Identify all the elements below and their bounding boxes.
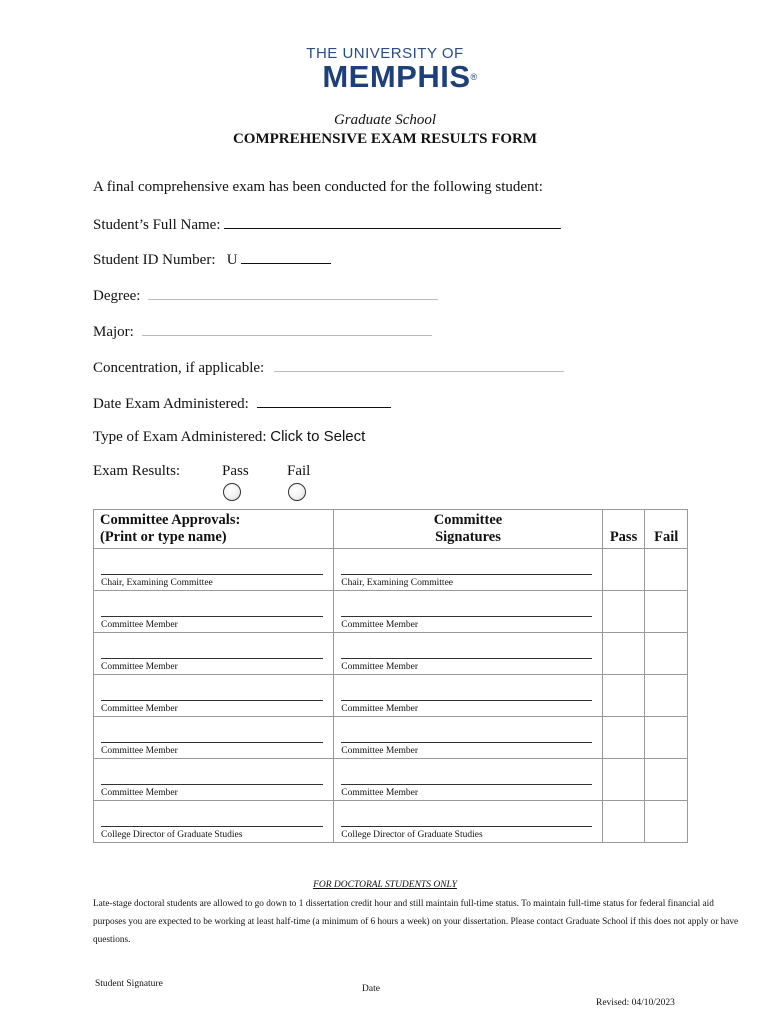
degree-field[interactable]: [148, 285, 438, 300]
signature-cell[interactable]: [334, 801, 602, 843]
name-cell[interactable]: [94, 759, 334, 801]
revised-date: Revised: 04/10/2023: [596, 998, 675, 1008]
fail-radio[interactable]: [288, 483, 306, 501]
fail-cell[interactable]: [645, 633, 688, 675]
signature-cell-label: Committee Member: [341, 788, 419, 798]
name-cell-label: Committee Member: [101, 746, 178, 756]
pass-cell[interactable]: [602, 633, 645, 675]
fail-label: Fail: [287, 463, 311, 479]
logo-wordmark: MEMPHIS: [322, 59, 471, 94]
name-cell[interactable]: [94, 801, 334, 843]
date-label: Date: [362, 984, 380, 994]
student-id-row: [93, 249, 331, 269]
signatures-header-line2: Signatures: [435, 529, 501, 545]
approvals-header: [94, 510, 334, 549]
committee-table: [93, 509, 688, 843]
concentration-field[interactable]: [274, 357, 564, 372]
student-id-field[interactable]: [241, 249, 331, 264]
table-row: [94, 675, 688, 717]
approvals-header-line2: (Print or type name): [100, 529, 227, 545]
name-cell-label: Committee Member: [101, 788, 178, 798]
table-row: [94, 549, 688, 591]
signature-cell-label: Committee Member: [341, 620, 419, 630]
pass-label: Pass: [222, 463, 249, 479]
name-cell-label: Committee Member: [101, 620, 178, 630]
full-name-row: [93, 214, 561, 234]
logo-top-text: THE UNIVERSITY OF: [306, 45, 464, 62]
major-field[interactable]: [142, 321, 432, 336]
name-cell[interactable]: [94, 675, 334, 717]
table-row: [94, 591, 688, 633]
pass-cell[interactable]: [602, 675, 645, 717]
student-signature-label: Student Signature: [95, 979, 163, 989]
concentration-label: Concentration, if applicable:: [93, 360, 265, 376]
table-row: [94, 717, 688, 759]
intro-text: A final comprehensive exam has been conducted for the following student:: [93, 179, 543, 195]
name-cell-label: Committee Member: [101, 704, 178, 714]
pass-cell[interactable]: [602, 801, 645, 843]
student-id-label: Student ID Number:: [93, 252, 216, 268]
pass-cell[interactable]: [602, 759, 645, 801]
exam-date-label: Date Exam Administered:: [93, 396, 249, 412]
signature-cell[interactable]: [334, 759, 602, 801]
signature-cell-label: Committee Member: [341, 662, 419, 672]
name-cell-label: Committee Member: [101, 662, 178, 672]
major-row: [93, 321, 432, 341]
signature-cell-label: College Director of Graduate Studies: [341, 830, 483, 840]
pass-cell[interactable]: [602, 549, 645, 591]
name-cell[interactable]: [94, 633, 334, 675]
fail-cell[interactable]: [645, 759, 688, 801]
name-cell-label: College Director of Graduate Studies: [101, 830, 243, 840]
registered-mark: ®: [470, 72, 478, 82]
student-id-prefix: U: [226, 252, 238, 268]
name-cell[interactable]: [94, 591, 334, 633]
table-row: [94, 759, 688, 801]
signatures-header: [334, 510, 602, 549]
table-row: [94, 633, 688, 675]
table-row: [94, 801, 688, 843]
concentration-row: [93, 357, 564, 377]
fail-cell[interactable]: [645, 591, 688, 633]
approvals-header-line1: Committee Approvals:: [100, 512, 241, 528]
degree-label: Degree:: [93, 288, 141, 304]
fail-cell[interactable]: [645, 801, 688, 843]
exam-type-select[interactable]: Click to Select: [270, 428, 366, 445]
form-title: COMPREHENSIVE EXAM RESULTS FORM: [232, 131, 538, 147]
signature-cell[interactable]: [334, 633, 602, 675]
pass-header: Pass: [602, 510, 645, 549]
signature-cell[interactable]: [334, 675, 602, 717]
name-cell[interactable]: [94, 717, 334, 759]
doctoral-text: Late-stage doctoral students are allowed to go down to 1 dissertation credit hour and still maintain full-time status. To maintain full-time status for federal financial aid purposes you are expected to be working at least half-time (a minimum of 6 hours a week) on your dissertation. Please contact Graduate School if this does not apply or have questions.: [93, 899, 739, 945]
degree-row: [93, 285, 438, 305]
exam-results-label: Exam Results:: [93, 463, 181, 479]
name-cell[interactable]: [94, 549, 334, 591]
signature-cell-label: Chair, Examining Committee: [341, 578, 454, 588]
doctoral-title: FOR DOCTORAL STUDENTS ONLY: [313, 880, 457, 890]
committee-header-row: [94, 510, 688, 549]
signature-cell-label: Committee Member: [341, 746, 419, 756]
signature-cell[interactable]: [334, 549, 602, 591]
form-subtitle: Graduate School: [333, 112, 437, 128]
university-logo: [0, 46, 770, 92]
pass-cell[interactable]: [602, 717, 645, 759]
fail-cell[interactable]: [645, 549, 688, 591]
signature-cell[interactable]: [334, 591, 602, 633]
pass-radio[interactable]: [223, 483, 241, 501]
signatures-header-line1: Committee: [433, 512, 503, 528]
exam-type-row: [93, 428, 365, 446]
full-name-label: Student’s Full Name:: [93, 217, 221, 233]
name-cell-label: Chair, Examining Committee: [101, 578, 213, 588]
pass-cell[interactable]: [602, 591, 645, 633]
fail-cell[interactable]: [645, 675, 688, 717]
fail-cell[interactable]: [645, 717, 688, 759]
exam-type-label: Type of Exam Administered:: [93, 429, 267, 445]
logo-main-text: [30, 59, 770, 94]
signature-cell[interactable]: [334, 717, 602, 759]
major-label: Major:: [93, 324, 134, 340]
fail-header: Fail: [645, 510, 688, 549]
exam-date-row: [93, 393, 391, 413]
exam-date-field[interactable]: [257, 393, 391, 408]
full-name-field[interactable]: [224, 214, 561, 229]
signature-cell-label: Committee Member: [341, 704, 419, 714]
